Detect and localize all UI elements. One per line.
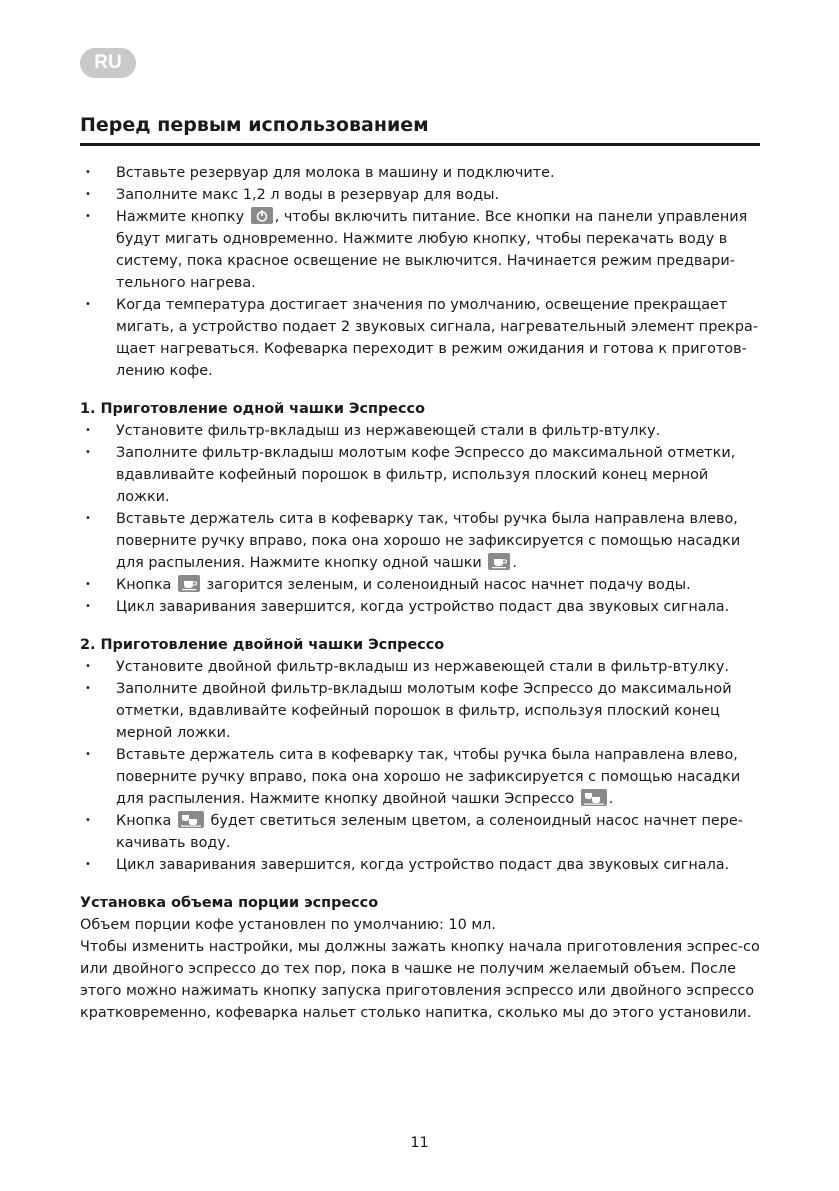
- list-item: • Нажмите кнопку , чтобы включить питание. Все кнопки на панели управления будут мигать одновременно. Нажмите любую кнопку, чтобы перекачать воду в систему, пока красное освещение не выключится. Начинается режим предвари-тельного нагрева.: [80, 206, 760, 294]
- double-cup-button-icon: [178, 811, 204, 828]
- single-cup-button-icon: [178, 575, 200, 592]
- title-divider: [80, 143, 760, 146]
- single-espresso-section: [80, 398, 760, 618]
- list-item: • Заполните двойной фильтр-вкладыш молотым кофе Эспрессо до максимальной отметки, вдавливайте кофейный порошок в фильтр, используя плоский конец мерной ложки.: [80, 678, 760, 744]
- list-item: • Цикл заваривания завершится, когда устройство подаст два звуковых сигнала.: [80, 854, 760, 876]
- paragraph: Объем порции кофе установлен по умолчанию: 10 мл.: [80, 917, 496, 933]
- language-badge: RU: [80, 48, 136, 78]
- main-content: [80, 162, 760, 1024]
- intro-list: [80, 162, 760, 382]
- list-item: • Цикл заваривания завершится, когда устройство подаст два звуковых сигнала.: [80, 596, 760, 618]
- list-item: • Кнопка будет светиться зеленым цветом, а соленоидный насос начнет пере-качивать воду.: [80, 810, 760, 854]
- list-item: • Заполните макс 1,2 л воды в резервуар для воды.: [80, 184, 760, 206]
- list-item: • Установите двойной фильтр-вкладыш из нержавеющей стали в фильтр-втулку.: [80, 656, 760, 678]
- page-number: 11: [410, 1135, 429, 1151]
- list-item: • Вставьте резервуар для молока в машину и подключите.: [80, 162, 760, 184]
- section-heading: 1. Приготовление одной чашки Эспрессо: [80, 401, 425, 417]
- list-item: • Кнопка загорится зеленым, и соленоидный насос начнет подачу воды.: [80, 574, 760, 596]
- list-item: • Вставьте держатель сита в кофеварку так, чтобы ручка была направлена влево, поверните ручку вправо, пока она хорошо не зафиксируется с помощью насадки для распыления. Нажмите кнопку одной чашки .: [80, 508, 760, 574]
- list-item: • Установите фильтр-вкладыш из нержавеющей стали в фильтр-втулку.: [80, 420, 760, 442]
- list-item: • Заполните фильтр-вкладыш молотым кофе Эспрессо до максимальной отметки, вдавливайте кофейный порошок в фильтр, используя плоский конец мерной ложки.: [80, 442, 760, 508]
- double-espresso-section: [80, 634, 760, 876]
- single-cup-button-icon: [488, 553, 510, 570]
- paragraph: Чтобы изменить настройки, мы должны зажать кнопку начала приготовления эспрес-со или двойного эспрессо до тех пор, пока в чашке не получим желаемый объем. После этого можно нажимать кнопку запуска приготовления эспрессо или двойного эспрессо кратковременно, кофеварка нальет столько напитка, сколько мы до этого установили.: [80, 939, 760, 1021]
- double-cup-button-icon: [581, 789, 607, 806]
- portion-volume-section: [80, 892, 760, 1024]
- section-heading: Установка объема порции эспрессо: [80, 895, 379, 911]
- list-item: • Вставьте держатель сита в кофеварку так, чтобы ручка была направлена влево, поверните ручку вправо, пока она хорошо не зафиксируется с помощью насадки для распыления. Нажмите кнопку двойной чашки Эспрессо .: [80, 744, 760, 810]
- page-title: Перед первым использованием: [80, 114, 429, 136]
- power-button-icon: [251, 207, 273, 224]
- list-item: • Когда температура достигает значения по умолчанию, освещение прекращает мигать, а устройство подает 2 звуковых сигнала, нагревательный элемент прекра-щает нагреваться. Кофеварка переходит в режим ожидания и готова к приготов-лению кофе.: [80, 294, 760, 382]
- section-heading: 2. Приготовление двойной чашки Эспрессо: [80, 637, 445, 653]
